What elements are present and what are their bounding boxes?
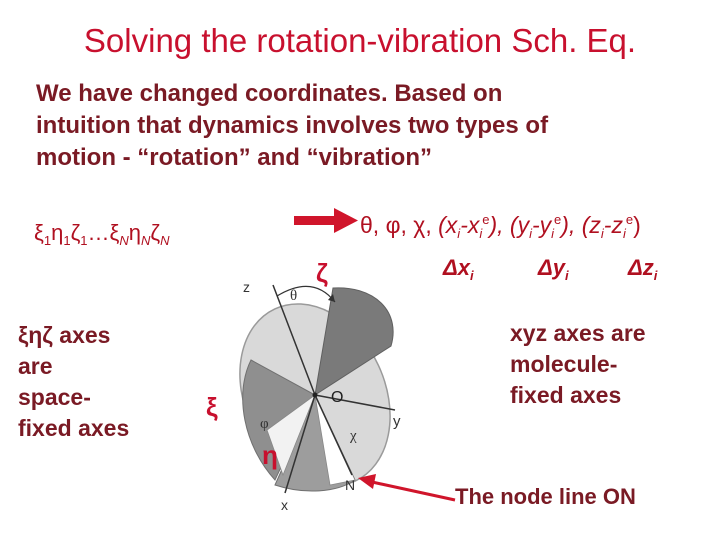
molecule-fixed-coordinates	[360, 212, 641, 241]
coord-sup: e	[554, 212, 562, 227]
coord-text: ), (z	[561, 212, 601, 238]
desc-line: fixed axes	[510, 382, 622, 408]
coord-text: …ξ	[87, 220, 120, 245]
coord-sub: N	[119, 233, 129, 248]
angles-text: θ, φ, χ,	[360, 212, 439, 238]
node-line-pointer-arrow	[350, 470, 460, 510]
coord-text: ), (y	[489, 212, 530, 238]
desc-line: fixed axes	[18, 415, 130, 441]
origin-point	[313, 393, 318, 398]
delta-sub: i	[470, 268, 474, 283]
coord-text: -y	[531, 212, 552, 238]
delta-sub: i	[565, 268, 569, 283]
desc-line: ξηζ axes	[18, 322, 111, 348]
transform-arrow	[290, 205, 362, 237]
coord-sub: N	[160, 233, 170, 248]
phi-label: φ	[260, 416, 269, 432]
coord-sub: i	[529, 226, 532, 241]
displacement-labels	[443, 255, 703, 283]
coord-sub: i	[551, 226, 555, 241]
coord-text: η	[128, 220, 142, 245]
intro-line-1: We have changed coordinates. Based on	[36, 80, 503, 107]
delta-text: Δz	[628, 255, 654, 280]
coord-text: ξ	[34, 220, 44, 245]
desc-line: xyz axes are	[510, 320, 646, 346]
delta-y	[538, 255, 628, 283]
space-fixed-description	[18, 320, 168, 444]
coord-sup: e	[482, 212, 490, 227]
origin-label: O	[331, 389, 344, 406]
coord-text: (x	[438, 212, 458, 238]
delta-text: Δx	[443, 255, 471, 280]
coord-text: η	[51, 220, 64, 245]
coord-text: ζ	[150, 220, 161, 245]
y-label: y	[393, 413, 401, 430]
coord-text: ζ	[70, 220, 81, 245]
coord-sub: i	[600, 226, 604, 241]
x-label: x	[281, 497, 288, 513]
N-label: N	[345, 477, 356, 493]
intro-line-3: motion - “rotation” and “vibration”	[36, 144, 432, 171]
space-fixed-coordinates	[34, 220, 170, 248]
intro-line-2: intuition that dynamics involves two types of	[36, 112, 549, 139]
zeta-axis-label: ζ	[316, 258, 328, 288]
coord-sub: i	[457, 226, 461, 241]
node-line-caption: The node line ON	[455, 484, 636, 509]
z-label: z	[243, 279, 250, 295]
coord-text: )	[633, 212, 641, 238]
theta-label: θ	[290, 288, 298, 304]
coord-sub: N	[141, 233, 151, 248]
delta-x	[443, 255, 538, 283]
delta-sub: i	[653, 268, 658, 283]
coord-sub: 1	[43, 233, 52, 248]
coord-text: -z	[603, 212, 623, 238]
coord-sub: 1	[80, 233, 88, 248]
delta-text: Δy	[538, 255, 566, 280]
intro-text	[36, 78, 676, 174]
eta-axis-label: η	[262, 440, 278, 470]
coord-sup: e	[625, 212, 634, 227]
coord-sub: 1	[63, 233, 71, 248]
slide-title: Solving the rotation-vibration Sch. Eq.	[83, 22, 637, 59]
desc-line: space-	[18, 384, 91, 410]
xi-axis-label: ξ	[206, 392, 218, 422]
chi-label: χ	[350, 428, 357, 444]
coord-sub: i	[479, 226, 483, 241]
coord-sub: i	[622, 226, 626, 241]
molecule-fixed-description	[510, 318, 710, 411]
coord-text: -x	[460, 212, 480, 238]
desc-line: molecule-	[510, 351, 618, 377]
delta-z	[628, 255, 657, 283]
desc-line: are	[18, 353, 53, 379]
